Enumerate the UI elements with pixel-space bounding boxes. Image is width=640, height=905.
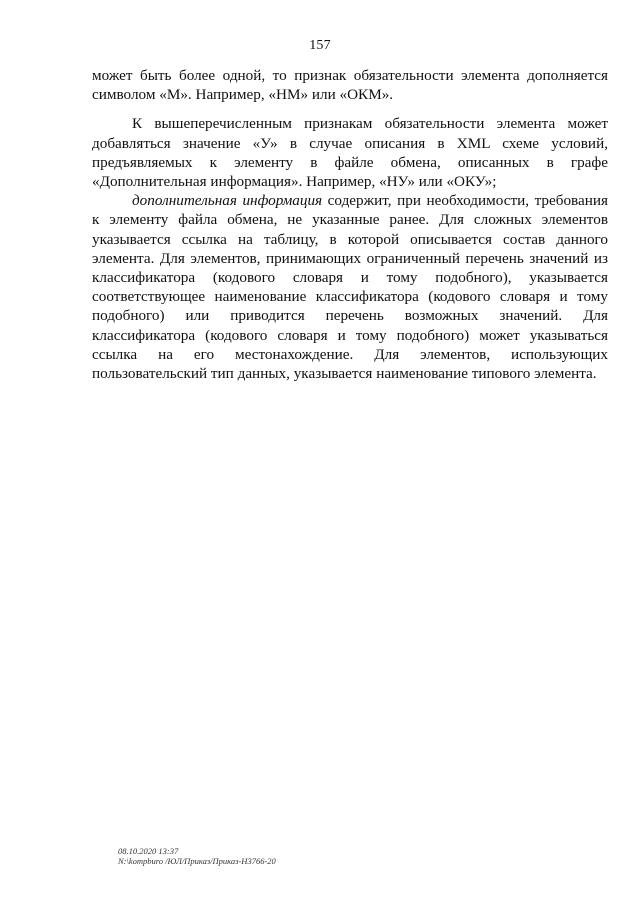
body-text bbox=[92, 66, 608, 383]
paragraph-mandatory-sign: К вышеперечисленным признакам обязательности элемента может добавляться значение «У» в случае описания в XML схеме условий, предъявляемых к элементу в файле обмена, описанных в графе «Дополнительная информация». Например, «НУ» или «ОКУ»; bbox=[92, 115, 608, 191]
additional-info-text: содержит, при необходимости, требования к элементу файла обмена, не указанные ранее. Для сложных элементов указывается ссылка на таблицу, в которой описывается состав данного элемента. Для элементов, принимающих ограниченный перечень значений из классификатора (кодового словаря и тому подобного), указывается соответствующее наименование классификатора (кодового словаря и тому подобного) или приводится перечень возможных значений. Для классификатора (кодового словаря и тому подобного) может указываться ссылка на его местонахождение. Для элементов, использующих пользовательский тип данных, указывается наименование типового элемента. bbox=[92, 192, 608, 383]
page-number: 157 bbox=[309, 38, 331, 53]
footer-path: N:\kompburo /ЮЛ/Приказ/Приказ-Н3766-20 bbox=[118, 856, 276, 866]
footer-date: 08.10.2020 13:37 bbox=[118, 846, 179, 856]
paragraph-continuation: может быть более одной, то признак обязательности элемента дополняется символом «М». Например, «НМ» или «ОКМ». bbox=[92, 67, 608, 104]
footer-stamp bbox=[118, 846, 276, 866]
paragraph-additional-info bbox=[92, 191, 608, 383]
term-additional-info: дополнительная информация bbox=[132, 192, 323, 210]
